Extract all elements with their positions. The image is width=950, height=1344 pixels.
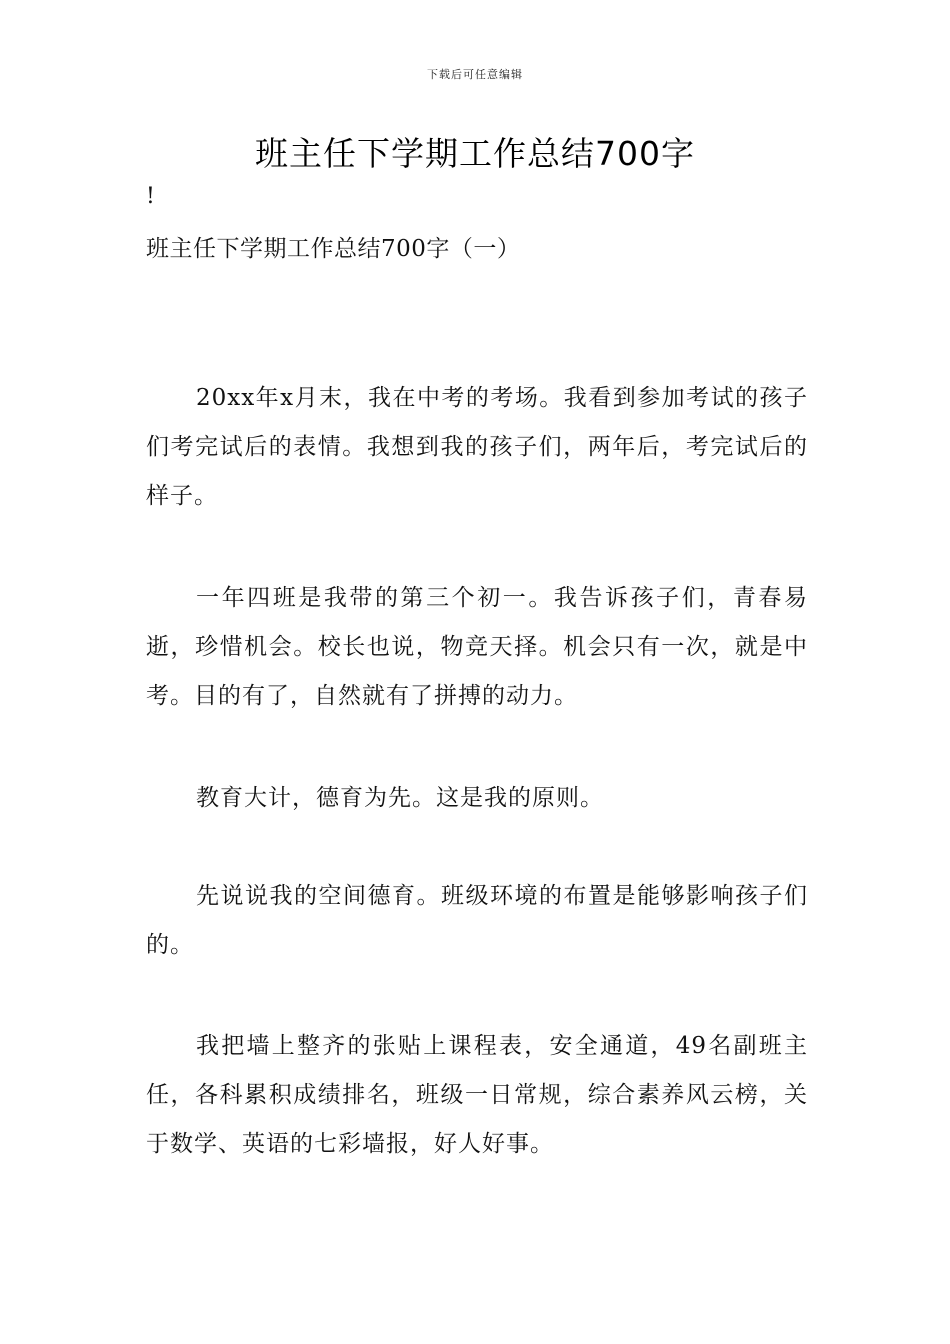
exclamation-mark: ! bbox=[146, 184, 155, 209]
paragraph: 我把墙上整齐的张贴上课程表，安全通道，49名副班主任，各科累积成绩排名，班级一日常规，综合素养风云榜，关于数学、英语的七彩墙报，好人好事。 bbox=[146, 1033, 808, 1157]
document-title: 班主任下学期工作总结700字 bbox=[255, 134, 695, 173]
paragraph: 先说说我的空间德育。班级环境的布置是能够影响孩子们的。 bbox=[146, 883, 808, 958]
download-note: 下载后可任意编辑 bbox=[427, 68, 523, 81]
paragraph: 教育大计，德育为先。这是我的原则。 bbox=[196, 785, 604, 811]
section-subtitle: 班主任下学期工作总结700字（一） bbox=[146, 236, 521, 262]
paragraph: 一年四班是我带的第三个初一。我告诉孩子们，青春易逝，珍惜机会。校长也说，物竞天择。机会只有一次，就是中考。目的有了，自然就有了拼搏的动力。 bbox=[146, 585, 808, 709]
paragraph: 20xx年x月末，我在中考的考场。我看到参加考试的孩子们考完试后的表情。我想到我的孩子们，两年后，考完试后的样子。 bbox=[146, 385, 808, 509]
